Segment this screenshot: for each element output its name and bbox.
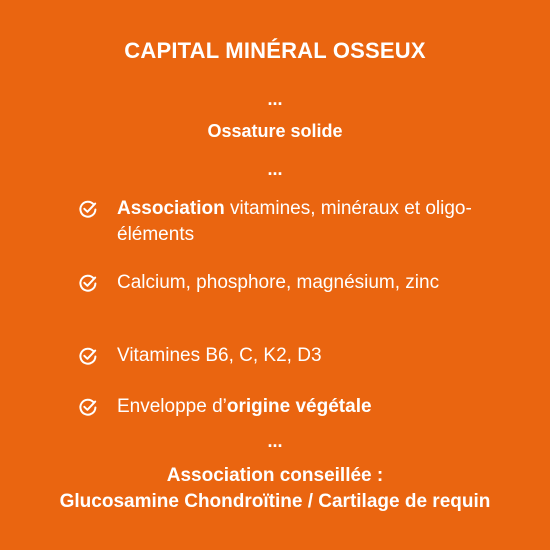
separator-dots: ...: [267, 159, 283, 179]
list-item-bold: Association: [117, 198, 225, 219]
list-item-text: Vitamines B6, C, K2, D3: [117, 345, 322, 366]
list-item-text: [117, 394, 497, 420]
footer-recommendation: [0, 463, 550, 515]
separator-dots: ...: [267, 431, 283, 451]
page-title: CAPITAL MINÉRAL OSSEUX: [124, 38, 426, 63]
list-item-bold: origine végétale: [226, 396, 372, 417]
footer-line-1: Association conseillée :: [166, 465, 384, 486]
separator-dots: ...: [267, 89, 283, 109]
check-circle-icon: [78, 273, 98, 293]
list-item-text: [117, 196, 497, 248]
check-circle-icon: [78, 397, 98, 417]
check-circle-icon: [78, 346, 98, 366]
list-item-plain: Enveloppe d’: [117, 396, 227, 417]
list-item-text: Calcium, phosphore, magnésium, zinc: [117, 272, 440, 293]
footer-line-2: Glucosamine Chondroïtine / Cartilage de requin: [59, 491, 491, 512]
check-circle-icon: [78, 199, 98, 219]
list-item-rest: vitamines, minéraux et oligo-éléments: [117, 198, 472, 245]
subtitle: Ossature solide: [207, 121, 343, 141]
